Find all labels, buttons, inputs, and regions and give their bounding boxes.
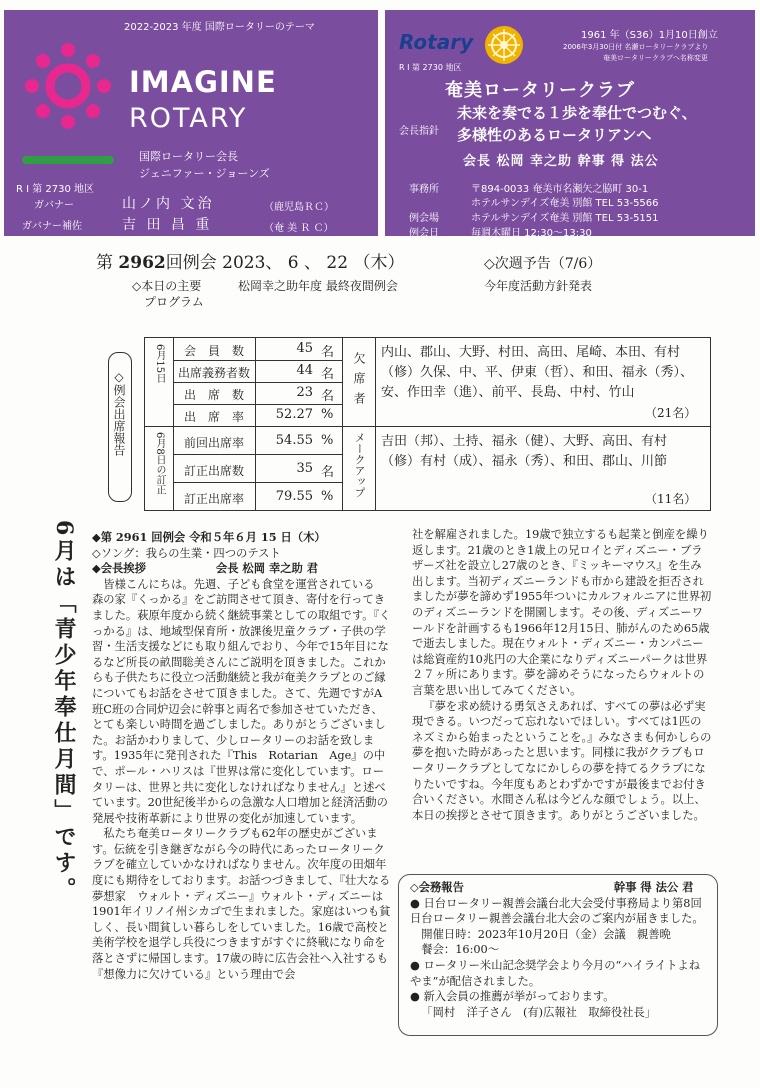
makeup-date: 6月8日の訂正 [154, 432, 165, 495]
club-banner [385, 10, 755, 239]
row-label: 訂正出席数 [183, 464, 244, 478]
assistant-governor-club: （奄 美 Ｒ Ｃ） [264, 223, 334, 234]
row-label: 出 席 率 [183, 410, 244, 424]
report-item: ● 日台ロータリー親善会議台北大会受付事務局より第8回日台ロータリー親善会議台北大会のご案内が届きました。 [410, 896, 704, 926]
meeting-title [96, 248, 404, 273]
club-name: 奄美ロータリークラブ [445, 80, 635, 101]
rename-note-2: 奄美ロータリークラブへ名称変更 [603, 54, 708, 62]
makeup-count: （11名） [645, 492, 697, 506]
row-label: 出 席 数 [183, 388, 244, 402]
rename-note-1: 2006年3月30日付 名瀬ロータリークラブより [563, 43, 709, 51]
row-value: 52.27 [275, 407, 313, 422]
report-detail: 餐会：16:00～ [421, 943, 500, 957]
greeting-paragraph: 私たち奄美ロータリークラブも62年の歴史がございます。伝統を引き継ぎながら今の時代にあったロータリークラブを確立していかなければなりません。次年度の田畑年度にも期待をしております。お話つづきまして、『壮大なる夢想家 ウォルト・ディズニー』ウォルト・ディズニーは1901年イリノイ州シカゴで生まれました。家庭はいつも貧しく、長い間貧しい暮らしをしていました。16歳で高校と美術学校を退学し兵役につきますがすぐに終戦になり命を落とさずに帰国します。17歳の時に広告会社へ入社するも『想像力に欠けている』という理由で会 [92, 827, 391, 981]
governor-club: （鹿児島ＲＣ） [264, 202, 334, 213]
meeting-date: 2023、 6 、 22 （木） [216, 253, 405, 273]
report-detail: 開催日時：2023年10月20日（金）会議 親善晩 [421, 927, 671, 941]
meeting-number: 2962 [118, 253, 166, 273]
row-label: 出席義務者数 [177, 366, 250, 380]
info-label: 例会日 [409, 228, 439, 239]
theme-year: 2022-2023 年度 国際ロータリーのテーマ [124, 22, 315, 33]
attendance-side-label: ◇例会出席報告 [112, 370, 126, 456]
makeup-names: 吉田（邦）、土持、福永（健）、大野、高田、有村（修）有村（成）、福永（秀）、和田、郡山、川節 [381, 434, 668, 469]
row-value: 23 [296, 385, 313, 400]
attendance-table [144, 337, 711, 511]
rotary-text: ROTARY [129, 103, 248, 134]
business-report [410, 880, 710, 1020]
row-value: 44 [296, 363, 313, 378]
row-label: 訂正出席率 [183, 492, 244, 506]
greeting-heading-line [92, 561, 392, 577]
policy-line-2: 多様性のあるロータリアンへ [457, 126, 652, 144]
row-unit: 名 [321, 345, 335, 360]
policy-line-1: 未来を奏でる１歩を奉仕でつむぐ、 [457, 104, 697, 122]
meeting-suffix: 回例会 [165, 253, 217, 273]
info-label: 例会場 [409, 213, 439, 224]
row-unit: 名 [321, 389, 335, 404]
row-unit: % [321, 407, 334, 422]
meeting-prefix: 第 [96, 253, 119, 273]
row-unit: % [321, 489, 334, 504]
greeting-paragraph: 社を解雇されました。19歳で独立するも起業と倒産を繰り返します。21歳のとき1歳上の兄ロイとディズニー・ブラザーズ社を設立し27歳のとき、『ミッキーマウス』を生み出します。当初ディズニーランドも市から建設を拒否されましたが夢を諦めず1955年ついにカルフォルニアに世界初のディズニーランドを開園します。その後、ディズニーワールドを計画するも1966年12月15日、肺がんのため65歳で逝去しました。現在ウォルト・ディズニー・カンパニーは総資産約10兆円の大企業になりディズニーパークは世界２７ヶ所にあります。夢を諦めそうになったらウォルトの言葉を思い出してみてください。 [412, 528, 712, 697]
program-label-2: プログラム [144, 295, 204, 309]
founded-date: 1961 年（S36）1月10日創立 [581, 30, 718, 41]
program-label: ◇本日の主要 [132, 279, 202, 293]
info-value: ホテルサンデイズ奄美 別館 TEL 53-5566 [471, 198, 659, 209]
row-value: 79.55 [275, 489, 313, 504]
row-value: 45 [296, 341, 313, 356]
greeting-paragraph: 皆様こんにちは。先週、子ども食堂を運営されている 森の家『くっかる』をご訪問させて頂き、寄付を行ってきました。萩原年度から続く継続事業としての取組です。『くっかる』は、地域型保育所・放課後児童クラブ・子供の学習・生活支援などにも取り組んでおり、今年で15年目になるなど所長の畝間聡美さんにご説明を頂きました。これからも子供たちに役立つ活動継続と我が奄美クラブとのご縁についてもお話をさせて頂きました。さて、先週ですがA班C班の合同炉辺会に幹事と両名で参加させていただき、とても楽しい時間を過ごしました。ありがとうございました。お話かわりまして、少しロータリーのお話を致します。1935年に発刊された『This Rotarian Age』の中で、ポール・ハリスは『世界は常に変化しています。ロータリーは、世界と共に変化しなければなりません』と述べています。20世紀後半からの急激な人口増加と経済活動の発展や技術革新により世界の変化が加速しています。 [92, 577, 391, 825]
absent-label: 欠席者 [352, 352, 366, 412]
business-report-heading-line [410, 880, 710, 896]
next-week-label: ◇次週予告（7/6） [484, 256, 602, 272]
governor-label: ガバナー [34, 200, 74, 211]
monthly-theme-notice: 6月は「青少年奉仕月間」です。 [51, 520, 77, 904]
rotary-wheel-icon [483, 24, 525, 66]
policy-label: 会長指針 [399, 126, 439, 137]
governor-name: 山ノ内 文治 [122, 196, 215, 212]
club-officers: 会長 松岡 幸之助 幹事 得 法公 [463, 154, 659, 169]
rotary-wordmark: Rotary [399, 30, 474, 54]
business-report-heading: ◇会務報告 [410, 880, 464, 894]
row-value: 35 [296, 461, 313, 476]
absent-names: 内山、郡山、大野、村田、高田、尾崎、本田、有村（修）久保、中、平、伊東（哲）、和田、福永（秀）、安、作田幸（進）、前平、長島、中村、竹山 [381, 345, 694, 400]
makeup-label: メークアップ [353, 432, 366, 498]
info-value: 〒894-0033 奄美市名瀬矢之脇町 30-1 [471, 184, 649, 195]
greeting-paragraph: 『夢を求め続ける勇気さえあれば、すべての夢は必ず実現できる。いつだって忘れないでほしい。すべては1匹のネズミから始まったということを。』みなさまも何かしらの夢を抱いた時があったと思います。同様に我がクラブもロータリークラブとしてなにかしらの夢を持てるクラブになりたいですね。今年度もあとわずかですが最後までお付き合いください。水間さん私は今どんな顔でしょう。以上、本日の挨拶とさせて頂きます。ありがとうございました。 [412, 699, 712, 822]
business-report-speaker: 幹事 得 法公 君 [613, 880, 694, 894]
info-label: 事務所 [409, 184, 439, 195]
today-date: 6月15日 [154, 344, 165, 384]
greeting-speaker: 会長 松岡 幸之助 君 [215, 561, 319, 576]
row-label: 会 員 数 [183, 344, 244, 358]
column-1 [92, 530, 392, 982]
song-line: ◇ソング：我らの生業・四つのテスト [92, 546, 281, 560]
row-unit: 名 [321, 465, 335, 480]
green-bar [22, 156, 114, 164]
next-week-value: 今年度活動方針発表 [484, 279, 593, 293]
row-unit: 名 [321, 367, 335, 382]
column-2 [412, 527, 712, 823]
imagine-logo-icon [22, 40, 114, 132]
ri-president-name: ジェニファー・ジョーンズ [139, 167, 270, 180]
club-district: R I 第 2730 地区 [399, 63, 462, 72]
report-item: ● ロータリー米山記念奨学会より今月の“ハイライトよねやま”が配信されました。 [410, 958, 701, 988]
assistant-governor-label: ガバナー補佐 [22, 221, 82, 232]
program-value: 松岡幸之助年度 最終夜間例会 [238, 279, 398, 293]
absent-count: （21名） [645, 406, 697, 420]
row-unit: % [321, 433, 334, 448]
district-label: R I 第 2730 地区 [16, 184, 95, 195]
theme-banner [4, 10, 378, 236]
report-detail: 「岡村 洋子さん (有)広報社 取締役社長」 [421, 1005, 657, 1019]
info-value: ホテルサンデイズ奄美 別館 TEL 53-5151 [471, 213, 659, 224]
assistant-governor-name: 吉 田 昌 重 [122, 217, 213, 233]
row-value: 54.55 [275, 433, 313, 448]
imagine-text: IMAGINE [129, 65, 277, 99]
info-value: 毎週木曜日 12:30～13:30 [471, 228, 592, 239]
meeting-report-title: ◆第 2961 回例会 令和５年６月 15 日（木） [92, 530, 326, 544]
row-label: 前回出席率 [183, 436, 244, 450]
greeting-heading: ◆会長挨拶 [92, 561, 146, 576]
report-item: ● 新入会員の推薦が挙がっております。 [410, 990, 615, 1004]
ri-president-title: 国際ロータリー会長 [139, 150, 238, 163]
